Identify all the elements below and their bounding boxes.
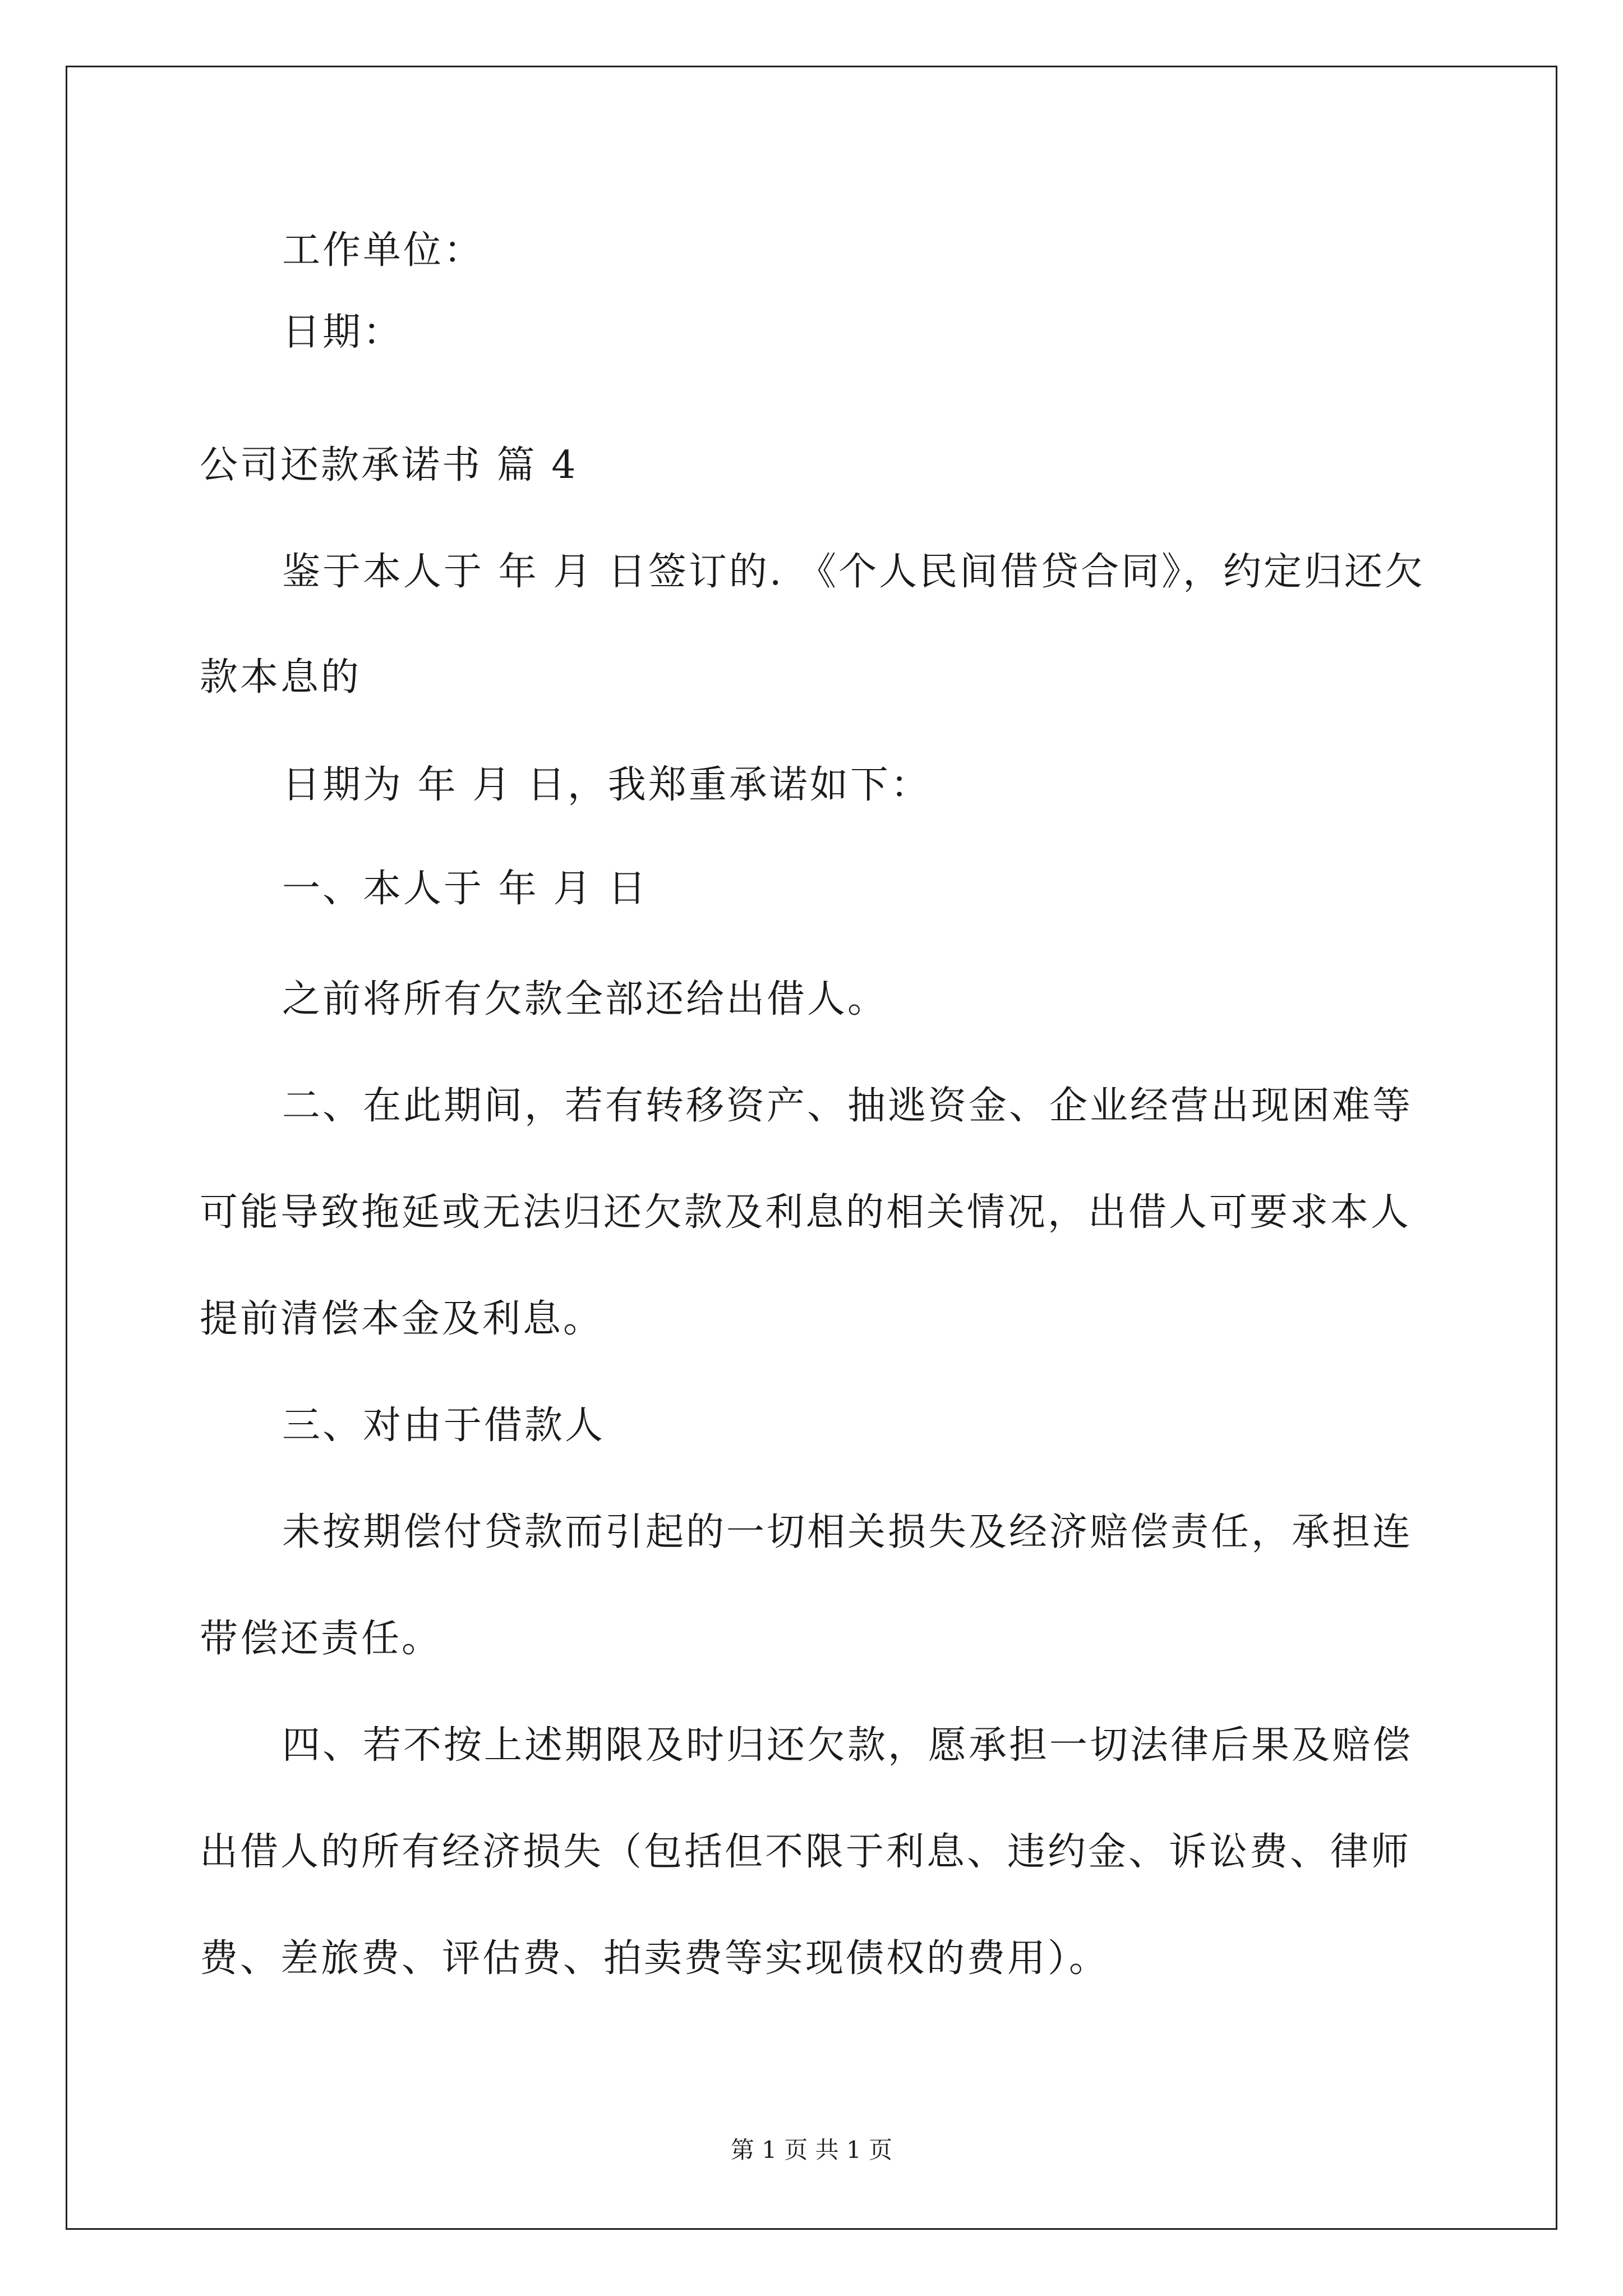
paragraph-line: 出借人的所有经济损失（包括但不限于利息、违约金、诉讼费、律师 xyxy=(200,1830,1412,1874)
clause-one-line: 一、本人于 年 月 日 xyxy=(282,867,648,911)
paragraph-line: 可能导致拖延或无法归还欠款及利息的相关情况，出借人可要求本人 xyxy=(200,1190,1412,1235)
paragraph-line: 款本息的 xyxy=(200,655,362,700)
page-border xyxy=(66,66,1557,2230)
paragraph-line: 费、差旅费、评估费、拍卖费等实现债权的费用）。 xyxy=(200,1936,1110,1981)
date-label: 日期： xyxy=(282,310,404,355)
paragraph-line: 提前清偿本金及利息。 xyxy=(200,1297,604,1341)
paragraph-line: 未按期偿付贷款而引起的一切相关损失及经济赔偿责任，承担连 xyxy=(282,1510,1413,1554)
paragraph-line: 鉴于本人于 年 月 日签订的. 《个人民间借贷合同》，约定归还欠 xyxy=(282,550,1426,594)
clause-two-line: 二、在此期间，若有转移资产、抽逃资金、企业经营出现困难等 xyxy=(282,1084,1413,1128)
work-unit-label: 工作单位： xyxy=(282,228,485,273)
clause-four-line: 四、若不按上述期限及时归还欠款，愿承担一切法律后果及赔偿 xyxy=(282,1723,1413,1768)
paragraph-line: 带偿还责任。 xyxy=(200,1617,442,1661)
clause-three-line: 三、对由于借款人 xyxy=(282,1404,606,1448)
section-heading: 公司还款承诺书 篇 4 xyxy=(200,443,578,487)
paragraph-line: 之前将所有欠款全部还给出借人。 xyxy=(282,977,888,1022)
page-footer: 第 1 页 共 1 页 xyxy=(730,2136,893,2164)
paragraph-line: 日期为 年 月 日，我郑重承诺如下： xyxy=(282,763,931,807)
